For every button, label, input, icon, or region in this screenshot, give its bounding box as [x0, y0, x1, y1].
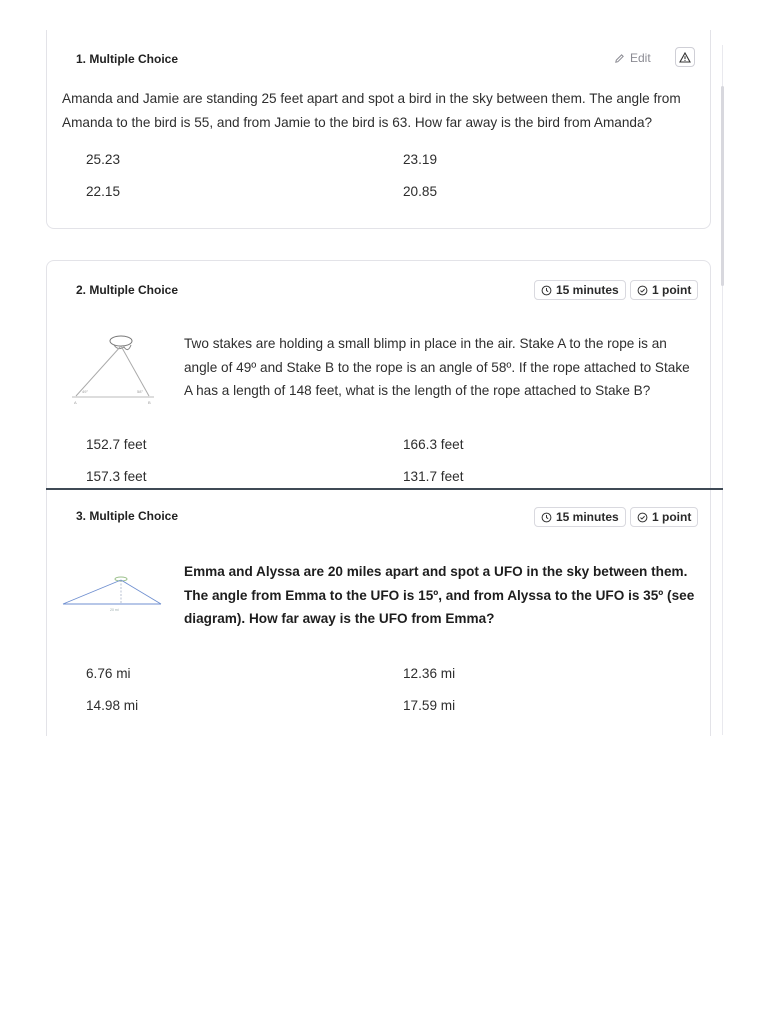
scrollbar-thumb[interactable]	[721, 86, 724, 286]
time-label: 15 minutes	[556, 283, 619, 297]
points-badge	[630, 507, 698, 527]
answer-option[interactable]: 131.7 feet	[403, 469, 464, 484]
answer-option[interactable]: 17.59 mi	[403, 698, 456, 713]
edit-button[interactable]	[614, 51, 651, 65]
answer-option[interactable]: 14.98 mi	[86, 698, 139, 713]
svg-text:49°: 49°	[82, 389, 89, 394]
question-title: 3. Multiple Choice	[76, 509, 179, 523]
answer-option[interactable]: 20.85	[403, 184, 438, 199]
check-circle-icon	[637, 285, 648, 296]
clock-icon	[541, 285, 552, 296]
answer-option[interactable]: 152.7 feet	[86, 437, 147, 452]
pencil-icon	[614, 53, 625, 64]
svg-text:B: B	[148, 400, 151, 405]
edit-label: Edit	[630, 51, 651, 65]
question-text: Two stakes are holding a small blimp in place in the air. Stake A to the rope is an angle of 49º and Stake B to the rope is an angle of 58º. If the rope attached to Stake A has a length of 148 feet, what is the length of the rope attached to Stake B?	[184, 336, 690, 398]
clock-icon	[541, 512, 552, 523]
answer-option[interactable]: 22.15	[86, 184, 121, 199]
ufo-diagram-image	[60, 574, 166, 614]
points-badge	[630, 280, 698, 300]
answer-option[interactable]: 25.23	[86, 152, 121, 167]
points-label: 1 point	[652, 283, 692, 297]
question-title: 1. Multiple Choice	[76, 52, 179, 66]
question-card-2	[46, 260, 711, 489]
answer-option[interactable]: 12.36 mi	[403, 666, 456, 681]
blimp-diagram-image	[68, 327, 160, 407]
warning-icon	[679, 52, 691, 63]
question-card-3	[46, 490, 711, 736]
svg-text:A: A	[74, 400, 77, 405]
question-card-1	[46, 30, 711, 229]
points-label: 1 point	[652, 510, 692, 524]
answer-option[interactable]: 166.3 feet	[403, 437, 464, 452]
question-text: Emma and Alyssa are 20 miles apart and spot a UFO in the sky between them. The angle from Emma to the UFO is 15º, and from Alyssa to the UFO is 35º (see diagram). How far away is the UFO from Emma?	[184, 564, 695, 626]
time-badge	[534, 280, 626, 300]
svg-text:58°: 58°	[137, 389, 144, 394]
svg-text:20 mi: 20 mi	[110, 608, 119, 612]
answer-option[interactable]: 23.19	[403, 152, 438, 167]
question-text: Amanda and Jamie are standing 25 feet apart and spot a bird in the sky between them. The angle from Amanda to the bird is 55, and from Jamie to the bird is 63. How far away is the bird from Amanda?	[62, 91, 681, 130]
check-circle-icon	[637, 512, 648, 523]
answer-option[interactable]: 157.3 feet	[86, 469, 147, 484]
time-label: 15 minutes	[556, 510, 619, 524]
time-badge	[534, 507, 626, 527]
question-title: 2. Multiple Choice	[76, 283, 179, 297]
answer-option[interactable]: 6.76 mi	[86, 666, 131, 681]
report-button[interactable]	[675, 47, 695, 67]
